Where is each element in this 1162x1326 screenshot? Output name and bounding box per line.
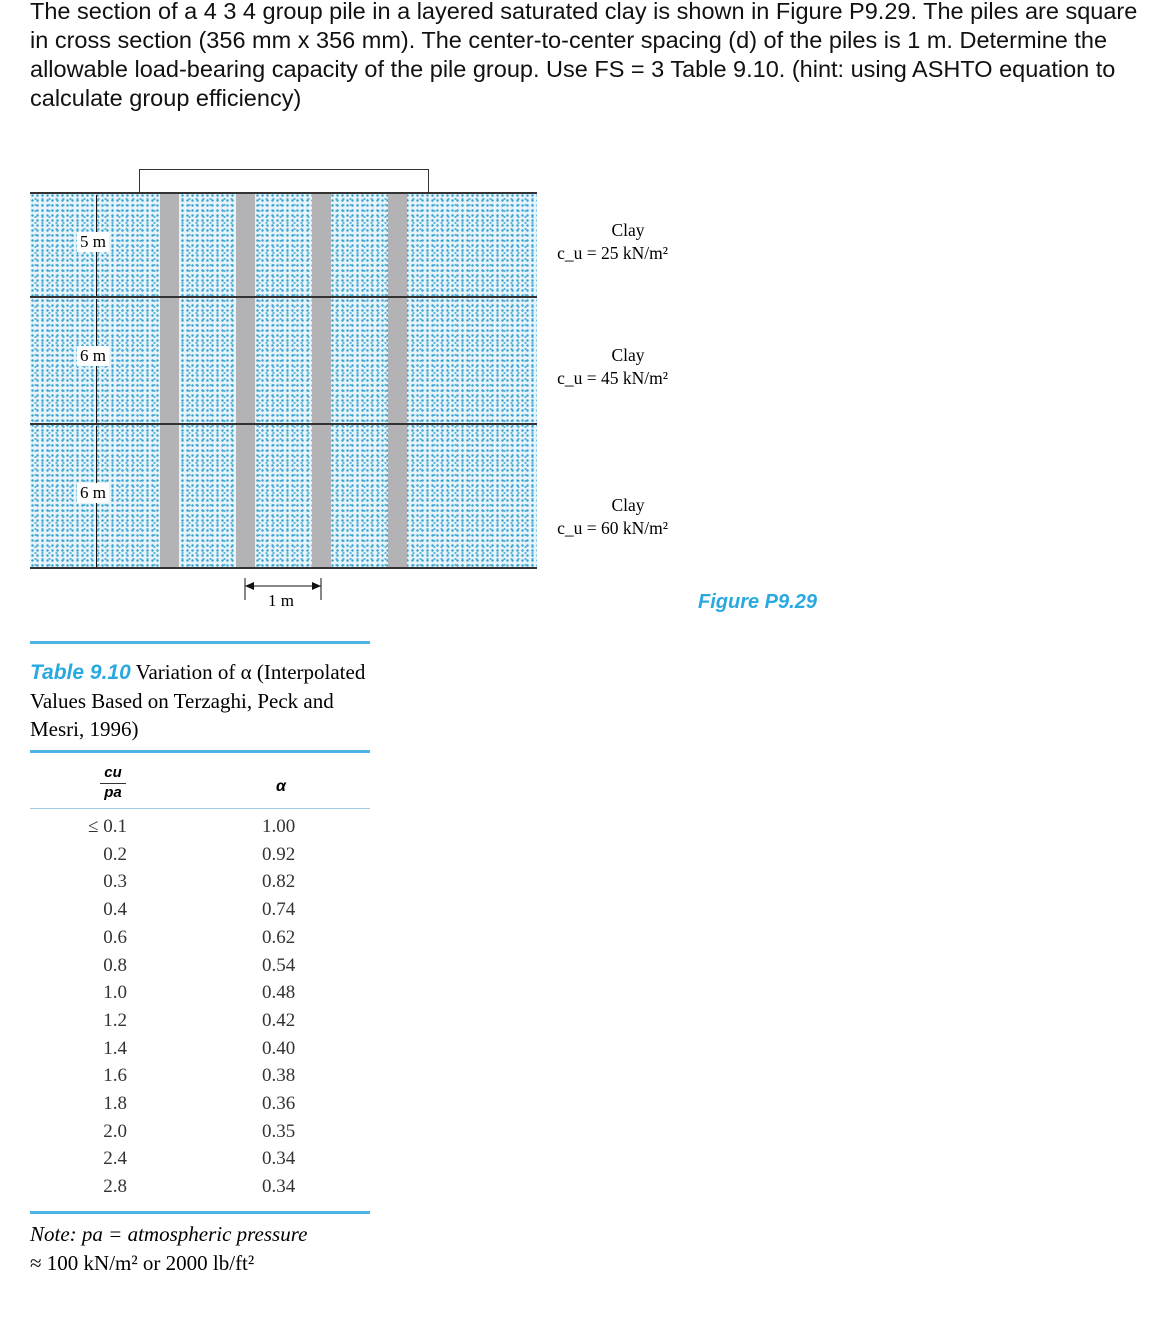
cu-value: c_u = 60 kN/m² bbox=[557, 518, 668, 538]
layer-label bbox=[548, 344, 668, 390]
question-text: The section of a 4 3 4 group pile in a layered saturated clay is shown in Figure P9.29. The piles are square in cross section (356 mm x 356 mm). The center-to-center spacing (d) of the piles is 1 m. Determine the allowable load-bearing capacity of the pile group. Use FS = 3 Table 9.10. (hint: using ASHTO equation to calculate group efficiency) bbox=[30, 0, 1138, 111]
note-line: ≈ 100 kN/m² or 2000 lb/ft² bbox=[30, 1251, 255, 1275]
layer-boundary bbox=[30, 423, 537, 425]
numerator: cu bbox=[104, 764, 122, 781]
layer-boundary bbox=[30, 567, 537, 569]
pile bbox=[236, 193, 255, 568]
layer-label bbox=[548, 494, 668, 540]
cu-ratio-cell: 1.8 bbox=[103, 1093, 127, 1114]
alpha-cell: 0.62 bbox=[262, 926, 296, 948]
alpha-cell: 0.34 bbox=[262, 1148, 296, 1170]
alpha-cell: 0.92 bbox=[262, 843, 296, 865]
rule bbox=[30, 808, 370, 809]
pile bbox=[312, 193, 331, 568]
cu-ratio-cell: 1.4 bbox=[103, 1037, 127, 1059]
alpha-header: α bbox=[276, 778, 286, 795]
cu-ratio-cell: 0.8 bbox=[103, 954, 127, 976]
cu-pa-header bbox=[100, 764, 126, 801]
cu-ratio-cell: 0.2 bbox=[103, 843, 127, 865]
rule bbox=[30, 1211, 370, 1214]
soil-type: Clay bbox=[611, 495, 645, 515]
alpha-cell: 0.82 bbox=[262, 871, 296, 893]
cu-ratio-cell: 0.3 bbox=[103, 871, 127, 893]
soil-type: Clay bbox=[611, 220, 645, 240]
alpha-cell: 0.35 bbox=[262, 1120, 296, 1142]
layer-thickness: 6 m bbox=[77, 346, 109, 366]
cu-ratio-cell: 1.0 bbox=[103, 982, 127, 1004]
cu-ratio-cell: 0.4 bbox=[103, 899, 127, 921]
pile bbox=[160, 193, 179, 568]
alpha-cell: 0.42 bbox=[262, 1009, 296, 1031]
spacing-label: 1 m bbox=[268, 591, 294, 610]
layer-boundary bbox=[30, 296, 537, 298]
cu-ratio-cell: ≤ 0.1 bbox=[88, 816, 127, 837]
alpha-cell: 0.36 bbox=[262, 1093, 296, 1114]
cu-ratio-cell: 1.2 bbox=[103, 1009, 127, 1031]
note-line: Note: pa = atmospheric pressure bbox=[30, 1222, 308, 1246]
pile bbox=[388, 193, 407, 568]
table-caption: Variation of α (Interpolated Values Based on Terzaghi, Peck and Mesri, 1996) bbox=[30, 660, 366, 741]
cu-ratio-cell: 2.0 bbox=[103, 1120, 127, 1142]
pile-cap bbox=[139, 169, 429, 194]
cu-ratio-cell: 2.8 bbox=[103, 1176, 127, 1198]
cu-ratio-cell: 1.6 bbox=[103, 1065, 127, 1087]
alpha-cell: 0.40 bbox=[262, 1037, 296, 1059]
alpha-cell: 1.00 bbox=[262, 816, 296, 837]
cu-value: c_u = 45 kN/m² bbox=[557, 368, 668, 388]
rule bbox=[30, 641, 370, 644]
layer-thickness: 5 m bbox=[77, 232, 109, 252]
soil-type: Clay bbox=[611, 345, 645, 365]
rule bbox=[30, 750, 370, 753]
table-title bbox=[30, 658, 370, 743]
table-number: Table 9.10 bbox=[30, 661, 131, 684]
cu-value: c_u = 25 kN/m² bbox=[557, 243, 668, 263]
alpha-cell: 0.48 bbox=[262, 982, 296, 1004]
ground-line bbox=[30, 192, 537, 194]
table-note bbox=[30, 1220, 307, 1278]
layer-label bbox=[548, 219, 668, 265]
layer-thickness: 6 m bbox=[77, 483, 109, 503]
cu-ratio-cell: 2.4 bbox=[103, 1148, 127, 1170]
figure-label: Figure P9.29 bbox=[698, 591, 817, 613]
denominator: pa bbox=[100, 783, 126, 801]
alpha-cell: 0.34 bbox=[262, 1176, 296, 1198]
alpha-cell: 0.38 bbox=[262, 1065, 296, 1087]
cu-ratio-cell: 0.6 bbox=[103, 926, 127, 948]
alpha-cell: 0.74 bbox=[262, 899, 296, 921]
alpha-cell: 0.54 bbox=[262, 954, 296, 976]
